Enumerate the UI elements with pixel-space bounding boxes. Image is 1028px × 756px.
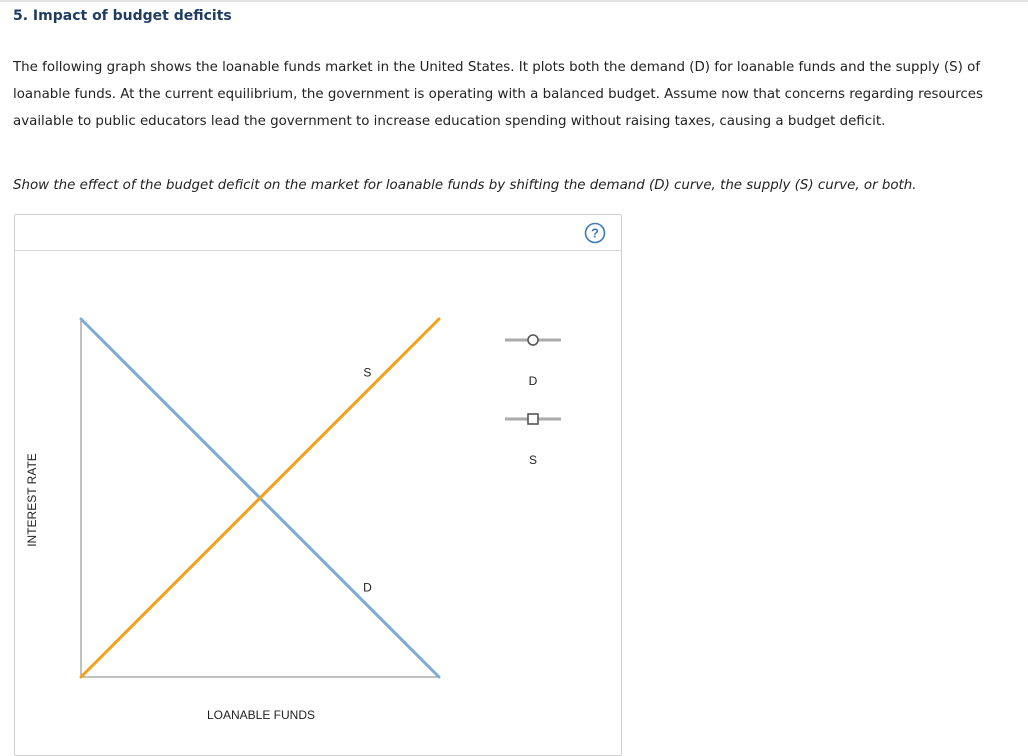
y-axis-label: INTEREST RATE (25, 453, 39, 547)
square-marker-icon (528, 414, 538, 424)
x-axis-label: LOANABLE FUNDS (206, 708, 316, 722)
question-instruction: Show the effect of the budget deficit on the market for loanable funds by shifting the demand (D) curve, the supply (S) curve, or both. (13, 178, 917, 193)
graph-panel (14, 214, 622, 756)
loanable-funds-chart (15, 215, 621, 735)
question-body: The following graph shows the loanable funds market in the United States. It plots both the demand (D) for loanable funds and the supply (S) of loanable funds. At the current equilibrium, the government is operating with a balanced budget. Assume now that concerns regarding resources available to public educators lead the government to increase education spending without raising taxes, causing a budget deficit. (13, 60, 983, 129)
demand-curve-label: D (363, 580, 372, 595)
circle-marker-icon (528, 335, 538, 345)
supply-curve-tool[interactable] (505, 414, 561, 467)
demand-curve-tool[interactable] (505, 335, 561, 388)
help-label: ? (591, 225, 599, 241)
demand-tool-label: D (528, 374, 538, 388)
top-divider (0, 0, 1028, 2)
supply-curve-label: S (363, 365, 372, 380)
question-title: 5. Impact of budget deficits (13, 8, 232, 24)
supply-tool-label: S (528, 453, 538, 467)
